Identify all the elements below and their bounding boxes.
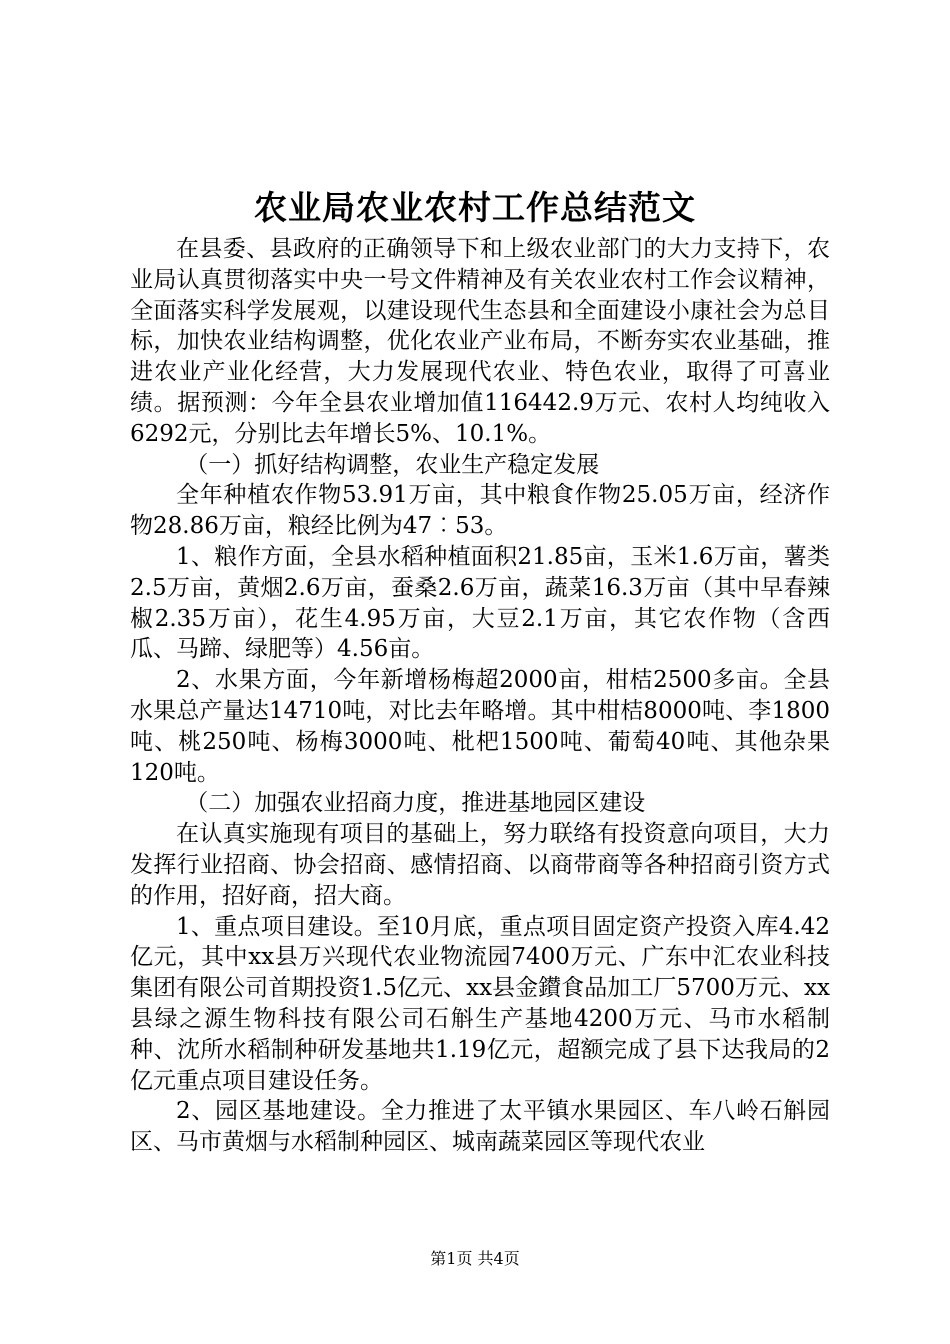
document-body (130, 234, 830, 1158)
section-heading-1: （一）抓好结构调整，农业生产稳定发展 (185, 451, 600, 478)
page-footer: 第1页 共4页 (430, 1249, 520, 1268)
body-paragraph: 在认真实施现有项目的基础上，努力联络有投资意向项目，大力发挥行业招商、协会招商、感情招商、以商带商等各种招商引资方式的作用，招好商，招大商。 (130, 821, 830, 909)
list-item-paragraph: 2、园区基地建设。全力推进了太平镇水果园区、车八岭石斛园区、马市黄烟与水稻制种园区、城南蔬菜园区等现代农业 (130, 1098, 830, 1156)
list-item-paragraph: 1、重点项目建设。至10月底，重点项目固定资产投资入库4.42亿元，其中xx县万兴现代农业物流园7400万元、广东中汇农业科技集团有限公司首期投资1.5亿元、xx县金鑚食品加工厂5700万元、xx县绿之源生物科技有限公司石斛生产基地4200万元、马市水稻制种、沈所水稻制种研发基地共1.19亿元，超额完成了县下达我局的2亿元重点项目建设任务。 (130, 913, 830, 1094)
list-item-paragraph: 2、水果方面，今年新增杨梅超2000亩，柑桔2500多亩。全县水果总产量达14710吨，对比去年略增。其中柑桔8000吨、李1800吨、桃250吨、杨梅3000吨、枇杷1500吨、葡萄40吨、其他杂果120吨。 (130, 667, 830, 786)
list-item-paragraph: 1、粮作方面，全县水稻种植面积21.85亩，玉米1.6万亩，薯类2.5万亩，黄烟2.6万亩，蚕桑2.6万亩，蔬菜16.3万亩（其中早春辣椒2.35万亩），花生4.95万亩，大豆2.1万亩，其它农作物（含西瓜、马蹄、绿肥等）4.56亩。 (130, 543, 830, 663)
intro-paragraph: 在县委、县政府的正确领导下和上级农业部门的大力支持下，农业局认真贯彻落实中央一号文件精神及有关农业农村工作会议精神，全面落实科学发展观，以建设现代生态县和全面建设小康社会为总目标，加快农业结构调整，优化农业产业布局，不断夯实农业基础，推进农业产业化经营，大力发展现代农业、特色农业，取得了可喜业绩。据预测：今年全县农业增加值116442.9万元、农村人均纯收入6292元，分别比去年增长5%、10.1%。 (130, 236, 830, 447)
document-title: 农业局农业农村工作总结范文 (254, 188, 696, 227)
body-paragraph: 全年种植农作物53.91万亩，其中粮食作物25.05万亩，经济作物28.86万亩，粮经比例为47︰53。 (130, 482, 830, 540)
section-heading-2: （二）加强农业招商力度，推进基地园区建设 (185, 790, 646, 817)
